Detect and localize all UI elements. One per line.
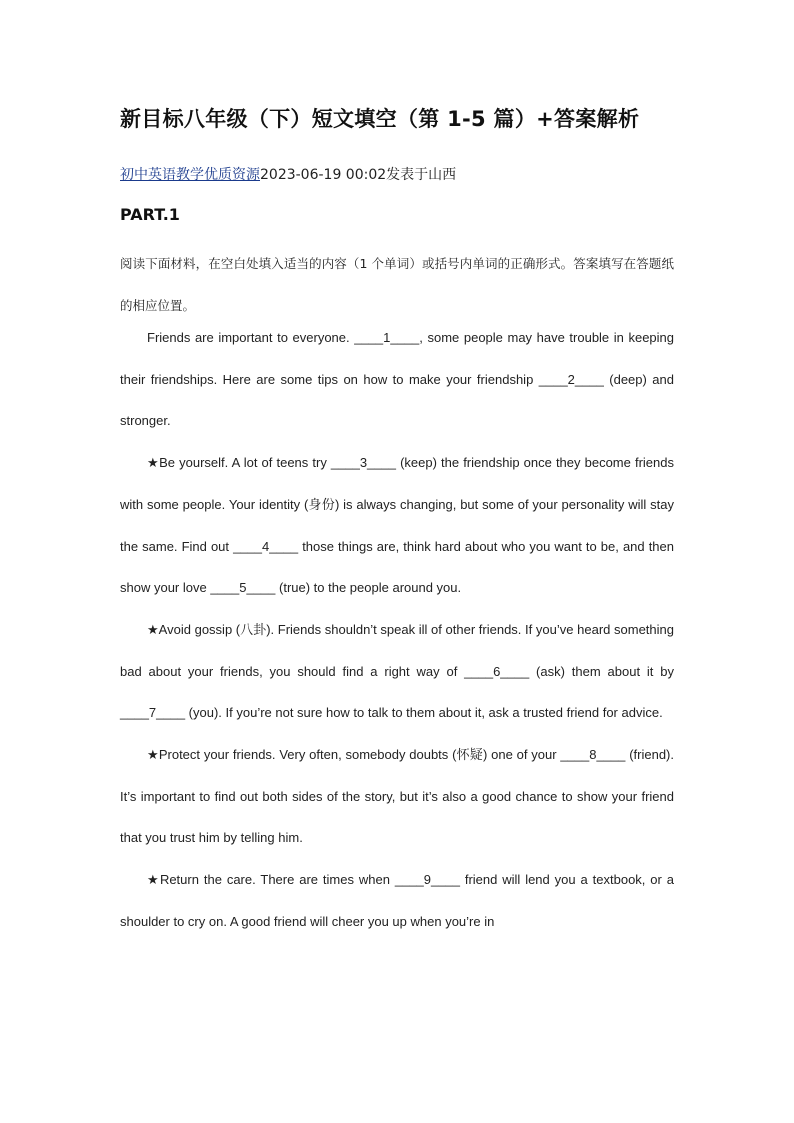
publish-datetime: 2023-06-19 00:02 xyxy=(260,167,387,183)
passage-paragraph: ★Protect your friends. Very often, somebody doubts (怀疑) one of your ____8____ (friend). It’s important to find out both sides of the story, but it’s also a good chance to show your friend that you trust him by telling him. xyxy=(120,747,674,846)
article-title: 新目标八年级（下）短文填空（第 1-5 篇）+答案解析 xyxy=(120,107,640,131)
article-meta xyxy=(120,164,456,184)
section-heading: PART.1 xyxy=(120,205,180,224)
passage-paragraph: Friends are important to everyone. ____1____, some people may have trouble in keeping their friendships. Here are some tips on how to make your friendship ____2____ (deep) and stronger. xyxy=(120,330,674,429)
passage-paragraph: ★Return the care. There are times when ____9____ friend will lend you a textbook, or a shoulder to cry on. A good friend will cheer you up when you’re in xyxy=(120,872,674,929)
passage-body xyxy=(120,317,674,943)
passage-paragraph: ★Avoid gossip (八卦). Friends shouldn’t speak ill of other friends. If you’ve heard something bad about your friends, you should find a right way of ____6____ (ask) them about it by ____7____ (you). If you’re not sure how to talk to them about it, ask a trusted friend for advice. xyxy=(120,621,674,721)
author-link[interactable]: 初中英语教学优质资源 xyxy=(120,167,260,183)
passage-paragraph: ★Be yourself. A lot of teens try ____3____ (keep) the friendship once they become friends with some people. Your identity (身份) is always changing, but some of your personality will stay the same. Find out ____4____ those things are, think hard about who you want to be, and then show your love ____5____ (true) to the people around you. xyxy=(120,455,674,596)
section-instructions: 阅读下面材料，在空白处填入适当的内容（1 个单词）或括号内单词的正确形式。答案填写在答题纸的相应位置。 xyxy=(120,256,674,313)
publish-location: 发表于山西 xyxy=(386,167,457,183)
